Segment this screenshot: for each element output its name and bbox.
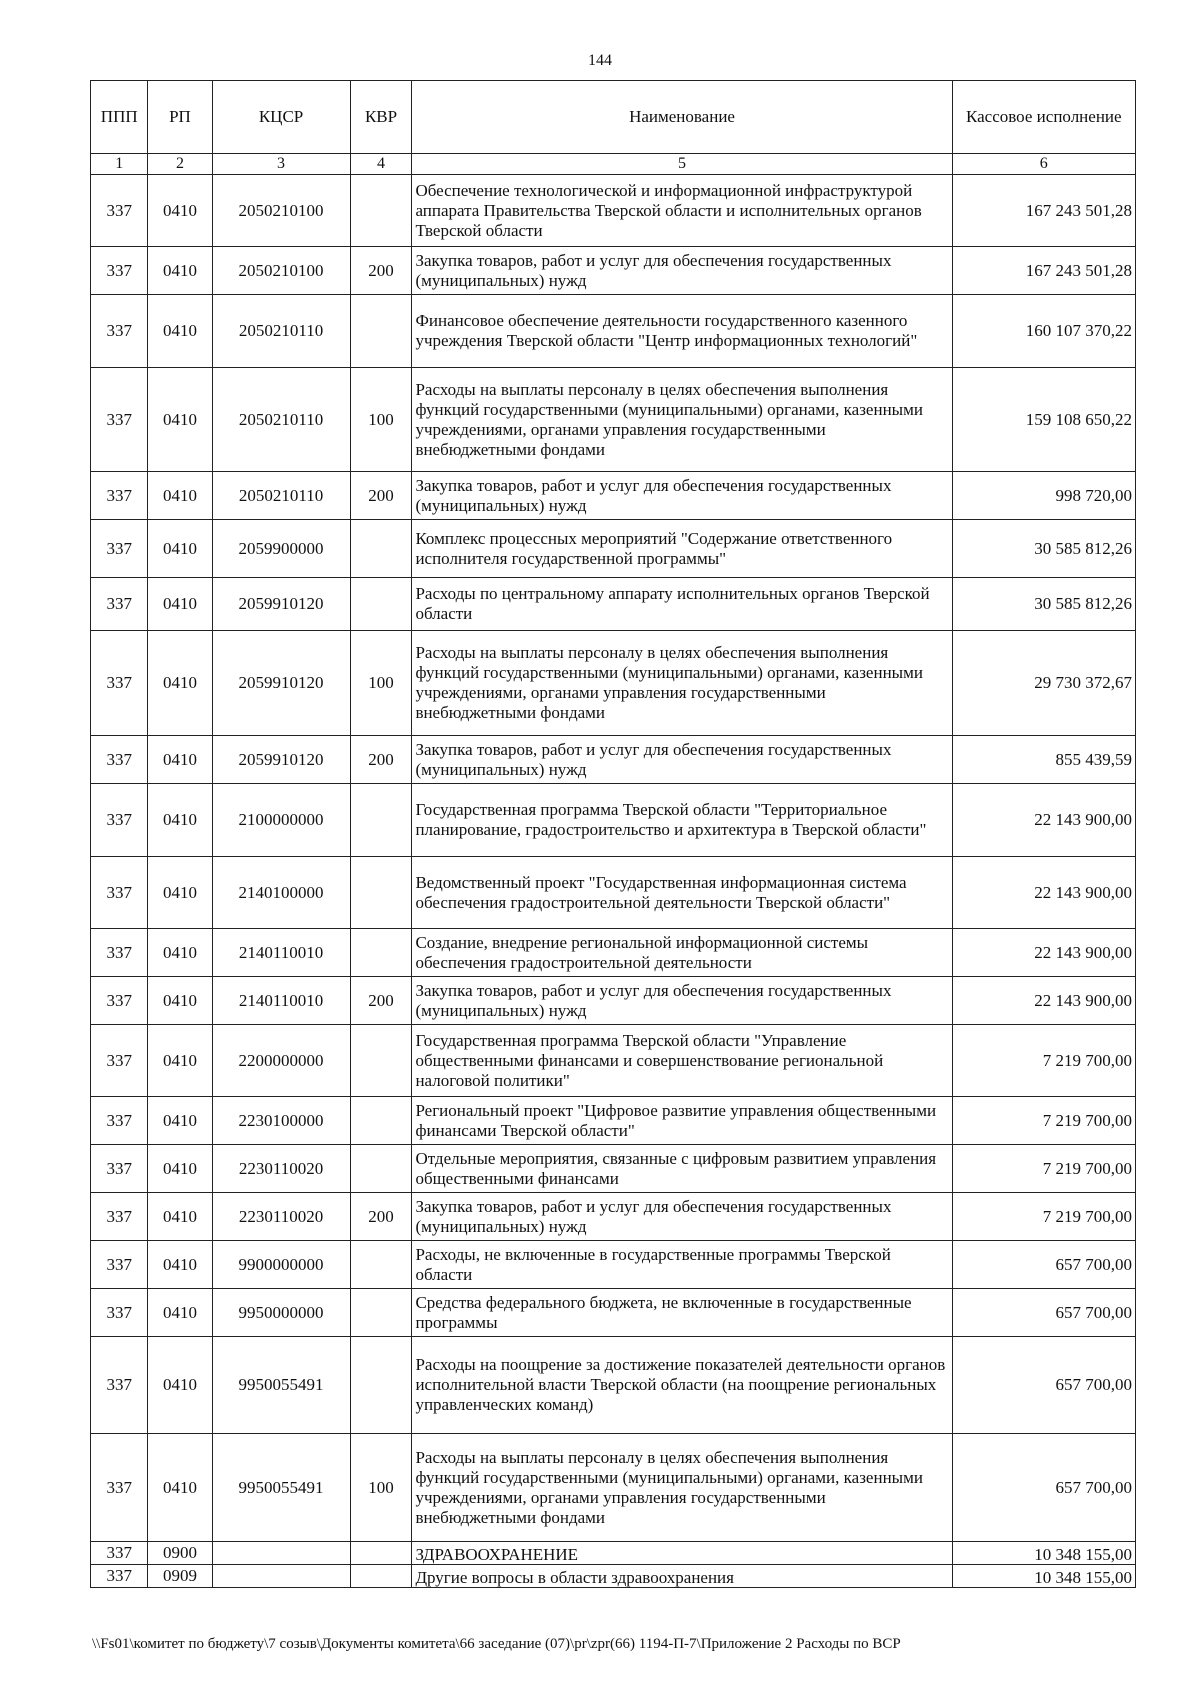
- cell-kcsr: 9950055491: [212, 1434, 350, 1542]
- cell-name: Отдельные мероприятия, связанные с цифровым развитием управления общественными финансами: [412, 1145, 952, 1193]
- cell-kcsr: 2059910120: [212, 578, 350, 631]
- cell-kvr: [350, 1289, 412, 1337]
- table-row: [91, 578, 1136, 631]
- cell-kvr: [350, 1025, 412, 1097]
- cell-amount: 657 700,00: [952, 1337, 1135, 1434]
- cell-rp: 0410: [148, 784, 212, 857]
- expenditure-table: [90, 80, 1136, 1588]
- cell-ppp: 337: [91, 1097, 148, 1145]
- cell-amount: 657 700,00: [952, 1289, 1135, 1337]
- cell-kcsr: 2050210110: [212, 472, 350, 520]
- table-row: [91, 368, 1136, 472]
- page-number: 144: [588, 52, 612, 69]
- cell-rp: 0410: [148, 520, 212, 578]
- cell-name: Региональный проект "Цифровое развитие управления общественными финансами Тверской области": [412, 1097, 952, 1145]
- table-row: [91, 977, 1136, 1025]
- cell-ppp: 337: [91, 247, 148, 295]
- table-row: [91, 1434, 1136, 1542]
- cell-kcsr: 2050210110: [212, 295, 350, 368]
- cell-ppp: 337: [91, 736, 148, 784]
- cell-ppp: 337: [91, 631, 148, 736]
- table-row: [91, 1289, 1136, 1337]
- cell-kcsr: 2059910120: [212, 736, 350, 784]
- cell-amount: 22 143 900,00: [952, 857, 1135, 929]
- cell-amount: 160 107 370,22: [952, 295, 1135, 368]
- cell-rp: 0410: [148, 175, 212, 247]
- cell-ppp: 337: [91, 472, 148, 520]
- cell-amount: 159 108 650,22: [952, 368, 1135, 472]
- cell-rp: 0410: [148, 472, 212, 520]
- cell-rp: 0410: [148, 929, 212, 977]
- cell-rp: 0410: [148, 977, 212, 1025]
- table-body: [91, 175, 1136, 1588]
- cell-name: Государственная программа Тверской области "Управление общественными финансами и совершенствование региональной налоговой политики": [412, 1025, 952, 1097]
- cell-kvr: 100: [350, 368, 412, 472]
- cell-amount: 22 143 900,00: [952, 977, 1135, 1025]
- table-row: [91, 736, 1136, 784]
- cell-ppp: 337: [91, 1434, 148, 1542]
- cell-name: Государственная программа Тверской области "Территориальное планирование, градостроительство и архитектура в Тверской области": [412, 784, 952, 857]
- cell-kcsr: 2140110010: [212, 977, 350, 1025]
- cell-name: Комплекс процессных мероприятий "Содержание ответственного исполнителя государственной программы": [412, 520, 952, 578]
- cell-amount: 30 585 812,26: [952, 578, 1135, 631]
- cell-ppp: 337: [91, 578, 148, 631]
- column-header-kcsr: КЦСР: [212, 81, 350, 154]
- table-row: [91, 1193, 1136, 1241]
- cell-kvr: [350, 520, 412, 578]
- cell-kvr: 200: [350, 977, 412, 1025]
- cell-kvr: [350, 1097, 412, 1145]
- cell-ppp: 337: [91, 1542, 148, 1565]
- cell-kvr: [350, 1241, 412, 1289]
- cell-kcsr: [212, 1565, 350, 1588]
- cell-ppp: 337: [91, 1241, 148, 1289]
- cell-name: Расходы на поощрение за достижение показателей деятельности органов исполнительной власти Тверской области (на поощрение региональных управленческих команд): [412, 1337, 952, 1434]
- cell-kvr: 100: [350, 1434, 412, 1542]
- cell-kcsr: 9950055491: [212, 1337, 350, 1434]
- cell-kcsr: 2050210100: [212, 247, 350, 295]
- cell-rp: 0410: [148, 1434, 212, 1542]
- table-row: [91, 1542, 1136, 1565]
- cell-kcsr: 2200000000: [212, 1025, 350, 1097]
- cell-amount: 22 143 900,00: [952, 929, 1135, 977]
- cell-name: Расходы, не включенные в государственные программы Тверской области: [412, 1241, 952, 1289]
- cell-kcsr: 2140110010: [212, 929, 350, 977]
- cell-kcsr: 2059900000: [212, 520, 350, 578]
- cell-kvr: 200: [350, 247, 412, 295]
- cell-ppp: 337: [91, 175, 148, 247]
- cell-rp: 0410: [148, 1097, 212, 1145]
- cell-name: Обеспечение технологической и информационной инфраструктурой аппарата Правительства Тверской области и исполнительных органов Тверской области: [412, 175, 952, 247]
- cell-kcsr: 2230100000: [212, 1097, 350, 1145]
- cell-rp: 0909: [148, 1565, 212, 1588]
- table-row: [91, 1097, 1136, 1145]
- cell-ppp: 337: [91, 520, 148, 578]
- cell-amount: 167 243 501,28: [952, 247, 1135, 295]
- cell-kvr: [350, 1542, 412, 1565]
- cell-amount: 7 219 700,00: [952, 1193, 1135, 1241]
- cell-name: Закупка товаров, работ и услуг для обеспечения государственных (муниципальных) нужд: [412, 1193, 952, 1241]
- cell-kvr: [350, 857, 412, 929]
- cell-kvr: [350, 784, 412, 857]
- column-header-ppp: ППП: [91, 81, 148, 154]
- column-number-row: [91, 154, 1136, 175]
- cell-ppp: 337: [91, 1193, 148, 1241]
- cell-amount: 998 720,00: [952, 472, 1135, 520]
- cell-kcsr: 2100000000: [212, 784, 350, 857]
- cell-kvr: [350, 578, 412, 631]
- table-row: [91, 520, 1136, 578]
- cell-kcsr: 2050210110: [212, 368, 350, 472]
- cell-amount: 657 700,00: [952, 1241, 1135, 1289]
- cell-kcsr: 9950000000: [212, 1289, 350, 1337]
- cell-rp: 0410: [148, 578, 212, 631]
- cell-amount: 29 730 372,67: [952, 631, 1135, 736]
- table-row: [91, 1565, 1136, 1588]
- cell-kcsr: [212, 1542, 350, 1565]
- cell-amount: 22 143 900,00: [952, 784, 1135, 857]
- cell-amount: 10 348 155,00: [952, 1542, 1135, 1565]
- cell-name: Создание, внедрение региональной информационной системы обеспечения градостроительной деятельности: [412, 929, 952, 977]
- table-row: [91, 175, 1136, 247]
- cell-name: Закупка товаров, работ и услуг для обеспечения государственных (муниципальных) нужд: [412, 977, 952, 1025]
- cell-kcsr: 9900000000: [212, 1241, 350, 1289]
- cell-kvr: [350, 1145, 412, 1193]
- cell-name: Расходы на выплаты персоналу в целях обеспечения выполнения функций государственными (муниципальными) органами, казенными учреждениями, органами управления государственными внебюджетными фондами: [412, 631, 952, 736]
- cell-kvr: [350, 1337, 412, 1434]
- table-row: [91, 1145, 1136, 1193]
- column-number: 4: [350, 154, 412, 175]
- table-row: [91, 1025, 1136, 1097]
- cell-kvr: 200: [350, 1193, 412, 1241]
- cell-kvr: [350, 175, 412, 247]
- cell-name: Расходы на выплаты персоналу в целях обеспечения выполнения функций государственными (муниципальными) органами, казенными учреждениями, органами управления государственными внебюджетными фондами: [412, 368, 952, 472]
- cell-ppp: 337: [91, 1565, 148, 1588]
- cell-kvr: [350, 295, 412, 368]
- cell-amount: 7 219 700,00: [952, 1097, 1135, 1145]
- cell-rp: 0410: [148, 1241, 212, 1289]
- table-header-row: [91, 81, 1136, 154]
- column-number: 5: [412, 154, 952, 175]
- cell-name: Расходы на выплаты персоналу в целях обеспечения выполнения функций государственными (муниципальными) органами, казенными учреждениями, органами управления государственными внебюджетными фондами: [412, 1434, 952, 1542]
- cell-rp: 0410: [148, 1289, 212, 1337]
- column-number: 6: [952, 154, 1135, 175]
- cell-ppp: 337: [91, 929, 148, 977]
- column-header-amount: Кассовое исполнение: [952, 81, 1135, 154]
- cell-name: Закупка товаров, работ и услуг для обеспечения государственных (муниципальных) нужд: [412, 736, 952, 784]
- table-row: [91, 1337, 1136, 1434]
- cell-ppp: 337: [91, 977, 148, 1025]
- cell-name: ЗДРАВООХРАНЕНИЕ: [412, 1542, 952, 1565]
- cell-amount: 30 585 812,26: [952, 520, 1135, 578]
- column-header-kvr: КВР: [350, 81, 412, 154]
- cell-amount: 7 219 700,00: [952, 1145, 1135, 1193]
- cell-name: Ведомственный проект "Государственная информационная система обеспечения градостроительной деятельности Тверской области": [412, 857, 952, 929]
- cell-kcsr: 2059910120: [212, 631, 350, 736]
- cell-rp: 0410: [148, 1145, 212, 1193]
- cell-kvr: 200: [350, 736, 412, 784]
- cell-rp: 0410: [148, 247, 212, 295]
- cell-kvr: 100: [350, 631, 412, 736]
- column-number: 2: [148, 154, 212, 175]
- cell-amount: 10 348 155,00: [952, 1565, 1135, 1588]
- cell-name: Средства федерального бюджета, не включенные в государственные программы: [412, 1289, 952, 1337]
- cell-ppp: 337: [91, 1025, 148, 1097]
- cell-amount: 167 243 501,28: [952, 175, 1135, 247]
- column-number: 1: [91, 154, 148, 175]
- column-number: 3: [212, 154, 350, 175]
- cell-rp: 0410: [148, 1193, 212, 1241]
- table-row: [91, 295, 1136, 368]
- column-header-rp: РП: [148, 81, 212, 154]
- cell-ppp: 337: [91, 1145, 148, 1193]
- cell-kcsr: 2230110020: [212, 1193, 350, 1241]
- cell-name: Расходы по центральному аппарату исполнительных органов Тверской области: [412, 578, 952, 631]
- cell-rp: 0410: [148, 857, 212, 929]
- cell-kcsr: 2050210100: [212, 175, 350, 247]
- cell-amount: 855 439,59: [952, 736, 1135, 784]
- cell-name: Другие вопросы в области здравоохранения: [412, 1565, 952, 1588]
- table-row: [91, 631, 1136, 736]
- column-header-name: Наименование: [412, 81, 952, 154]
- cell-name: Закупка товаров, работ и услуг для обеспечения государственных (муниципальных) нужд: [412, 247, 952, 295]
- cell-ppp: 337: [91, 295, 148, 368]
- cell-name: Финансовое обеспечение деятельности государственного казенного учреждения Тверской области "Центр информационных технологий": [412, 295, 952, 368]
- cell-rp: 0410: [148, 631, 212, 736]
- cell-kcsr: 2140100000: [212, 857, 350, 929]
- cell-ppp: 337: [91, 368, 148, 472]
- cell-rp: 0410: [148, 1025, 212, 1097]
- cell-kvr: 200: [350, 472, 412, 520]
- cell-rp: 0410: [148, 295, 212, 368]
- cell-kvr: [350, 1565, 412, 1588]
- cell-ppp: 337: [91, 784, 148, 857]
- cell-rp: 0900: [148, 1542, 212, 1565]
- table-row: [91, 857, 1136, 929]
- table-row: [91, 247, 1136, 295]
- table-row: [91, 1241, 1136, 1289]
- cell-kcsr: 2230110020: [212, 1145, 350, 1193]
- footer-file-path: \\Fs01\комитет по бюджету\7 созыв\Документы комитета\66 заседание (07)\pr\zpr(66) 1194-П-7\Приложение 2 Расходы по ВСР: [92, 1636, 901, 1652]
- table-row: [91, 784, 1136, 857]
- cell-ppp: 337: [91, 1289, 148, 1337]
- cell-amount: 7 219 700,00: [952, 1025, 1135, 1097]
- table-row: [91, 472, 1136, 520]
- cell-ppp: 337: [91, 1337, 148, 1434]
- cell-rp: 0410: [148, 1337, 212, 1434]
- table-row: [91, 929, 1136, 977]
- cell-kvr: [350, 929, 412, 977]
- cell-ppp: 337: [91, 857, 148, 929]
- cell-name: Закупка товаров, работ и услуг для обеспечения государственных (муниципальных) нужд: [412, 472, 952, 520]
- cell-rp: 0410: [148, 736, 212, 784]
- cell-rp: 0410: [148, 368, 212, 472]
- cell-amount: 657 700,00: [952, 1434, 1135, 1542]
